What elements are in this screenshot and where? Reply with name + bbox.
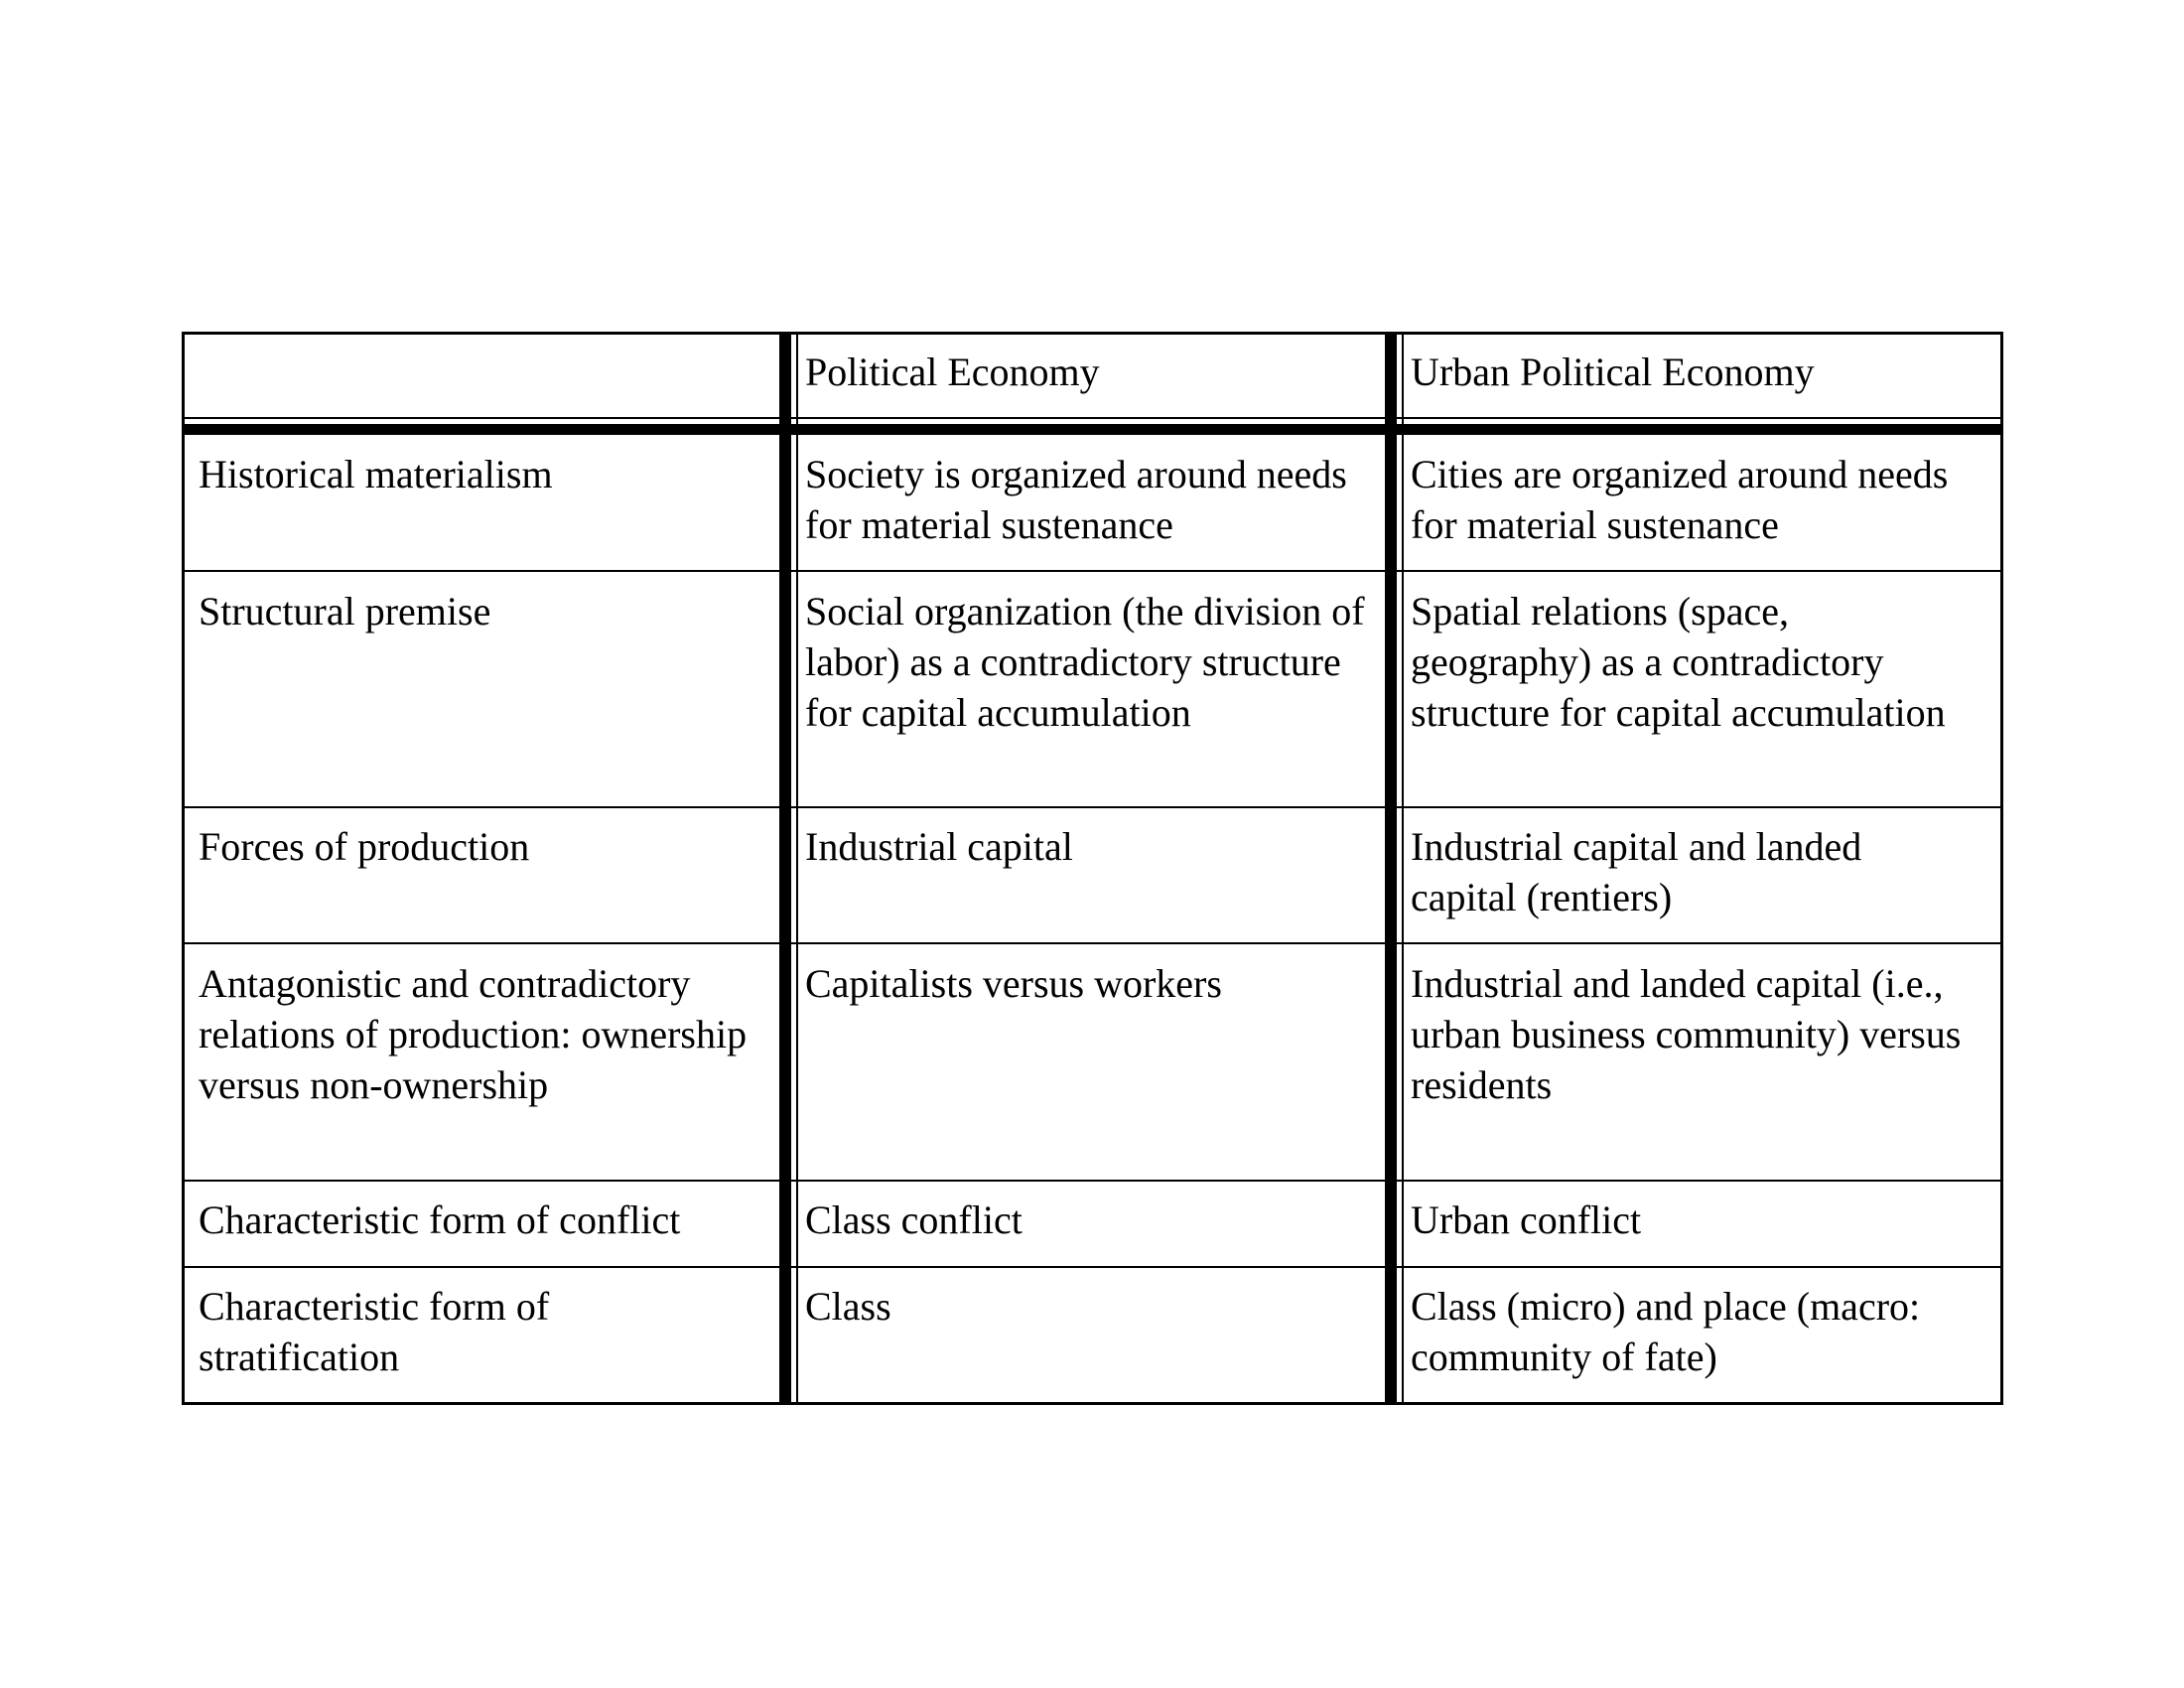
column-divider-2-thin (1402, 335, 1404, 1402)
row-label: Antagonistic and contradictory relations of production: ownership versus non-ownership (199, 961, 748, 1107)
row-5-political-economy-cell (805, 1195, 1391, 1245)
urban-political-economy-value: Urban conflict (1411, 1197, 1642, 1242)
header-thin-rule (185, 417, 2000, 419)
header-label-urban-political-economy: Urban Political Economy (1411, 350, 1815, 394)
column-divider-1-thick (779, 335, 791, 1402)
row-6-label-cell (199, 1281, 615, 1382)
header-label-political-economy: Political Economy (805, 350, 1100, 394)
comparison-table (182, 332, 2003, 1405)
row-1-label-cell (199, 449, 774, 499)
row-divider-3 (185, 942, 2000, 944)
row-3-urban-political-economy-cell (1411, 821, 1967, 922)
row-divider-5 (185, 1266, 2000, 1268)
political-economy-value: Capitalists versus workers (805, 961, 1222, 1006)
header-thick-rule (185, 424, 2000, 435)
row-divider-1 (185, 570, 2000, 572)
political-economy-value: Social organization (the division of labor) as a contradictory structure for capital accumulation (805, 589, 1365, 735)
political-economy-value: Class (805, 1284, 891, 1329)
row-2-label-cell (199, 586, 774, 636)
urban-political-economy-value: Industrial capital and landed capital (rentiers) (1411, 824, 1862, 919)
row-4-label-cell (199, 958, 754, 1110)
row-6-political-economy-cell (805, 1281, 1391, 1332)
row-label: Structural premise (199, 589, 491, 633)
row-label: Historical materialism (199, 452, 553, 496)
urban-political-economy-value: Industrial and landed capital (i.e., urban business community) versus residents (1411, 961, 1962, 1107)
row-1-political-economy-cell (805, 449, 1391, 550)
urban-political-economy-value: Spatial relations (space, geography) as a contradictory structure for capital accumulation (1411, 589, 1946, 735)
row-4-political-economy-cell (805, 958, 1391, 1009)
row-2-political-economy-cell (805, 586, 1391, 738)
row-divider-2 (185, 806, 2000, 808)
row-5-urban-political-economy-cell (1411, 1195, 1967, 1245)
political-economy-value: Society is organized around needs for material sustenance (805, 452, 1347, 547)
political-economy-value: Class conflict (805, 1197, 1023, 1242)
political-economy-value: Industrial capital (805, 824, 1073, 869)
row-label: Forces of production (199, 824, 530, 869)
row-4-urban-political-economy-cell (1411, 958, 1967, 1110)
urban-political-economy-value: Class (micro) and place (macro: community of fate) (1411, 1284, 1921, 1379)
row-label: Characteristic form of stratification (199, 1284, 550, 1379)
row-2-urban-political-economy-cell (1411, 586, 1967, 738)
header-cell-urban-political-economy (1411, 347, 1996, 397)
row-3-political-economy-cell (805, 821, 1391, 872)
row-divider-4 (185, 1180, 2000, 1182)
row-5-label-cell (199, 1195, 779, 1245)
urban-political-economy-value: Cities are organized around needs for material sustenance (1411, 452, 1949, 547)
row-1-urban-political-economy-cell (1411, 449, 1967, 550)
column-divider-1-thin (796, 335, 798, 1402)
row-6-urban-political-economy-cell (1411, 1281, 1967, 1382)
header-cell-political-economy (805, 347, 1391, 397)
row-3-label-cell (199, 821, 774, 872)
row-label: Characteristic form of conflict (199, 1197, 681, 1242)
